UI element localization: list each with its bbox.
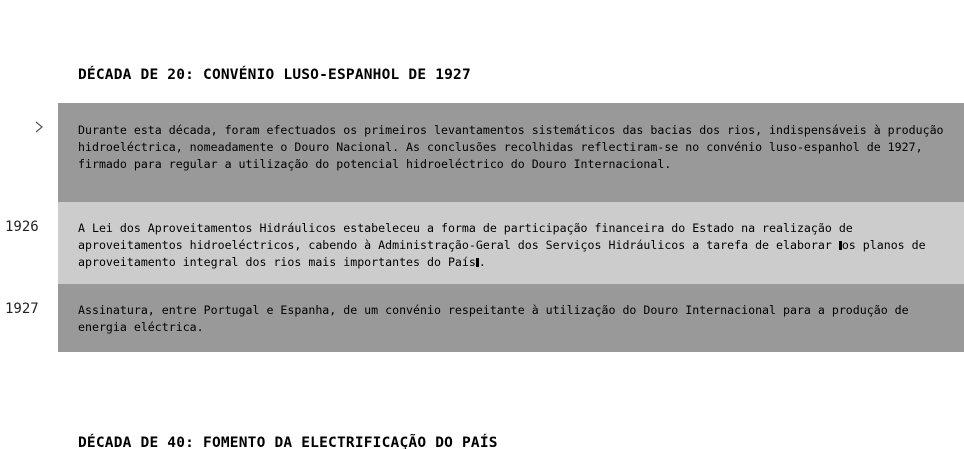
chevron-right-icon-graphic [33,119,47,135]
timeline-intro-row [58,103,964,202]
timeline-text-1926-part2: . [478,255,486,269]
timeline-row-1926 [58,202,964,284]
section-heading-decade-20: DÉCADA DE 20: CONVÉNIO LUSO-ESPANHOL DE 1927 [78,67,471,83]
chevron-right-icon[interactable] [33,119,47,135]
section-heading-decade-40: DÉCADA DE 40: FOMENTO DA ELECTRIFICAÇÃO DO PAÍS [78,435,498,449]
year-label-1926: 1926 [5,219,39,235]
timeline-row-1927 [58,284,964,352]
timeline-text-1927: Assinatura, entre Portugal e Espanha, de um convénio respeitante à utilização do Douro Internacional para a produção de energia eléctrica. [78,303,909,334]
timeline-text-1926-quoted: os planos de aproveitamento integral dos rios mais importantes do País [78,238,926,269]
timeline-text-1926 [78,220,950,271]
timeline-text-1926-part1: A Lei dos Aproveitamentos Hidráulicos estabeleceu a forma de participação financeira do Estado na realização de aproveitamentos hidroeléctricos, cabendo à Administração-Geral dos Serviços Hidráulicos a tarefa de elaborar [78,221,853,252]
year-label-1927: 1927 [5,301,39,317]
decade-intro-text: Durante esta década, foram efectuados os primeiros levantamentos sistemáticos das bacias dos rios, indispensáveis à produção hidroeléctrica, nomeadamente o Douro Nacional. As conclusões recolhidas reflectiram-se no convénio luso-espanhol de 1927, firmado para regular a utilização do potencial hidroeléctrico do Douro Internacional. [78,123,944,171]
